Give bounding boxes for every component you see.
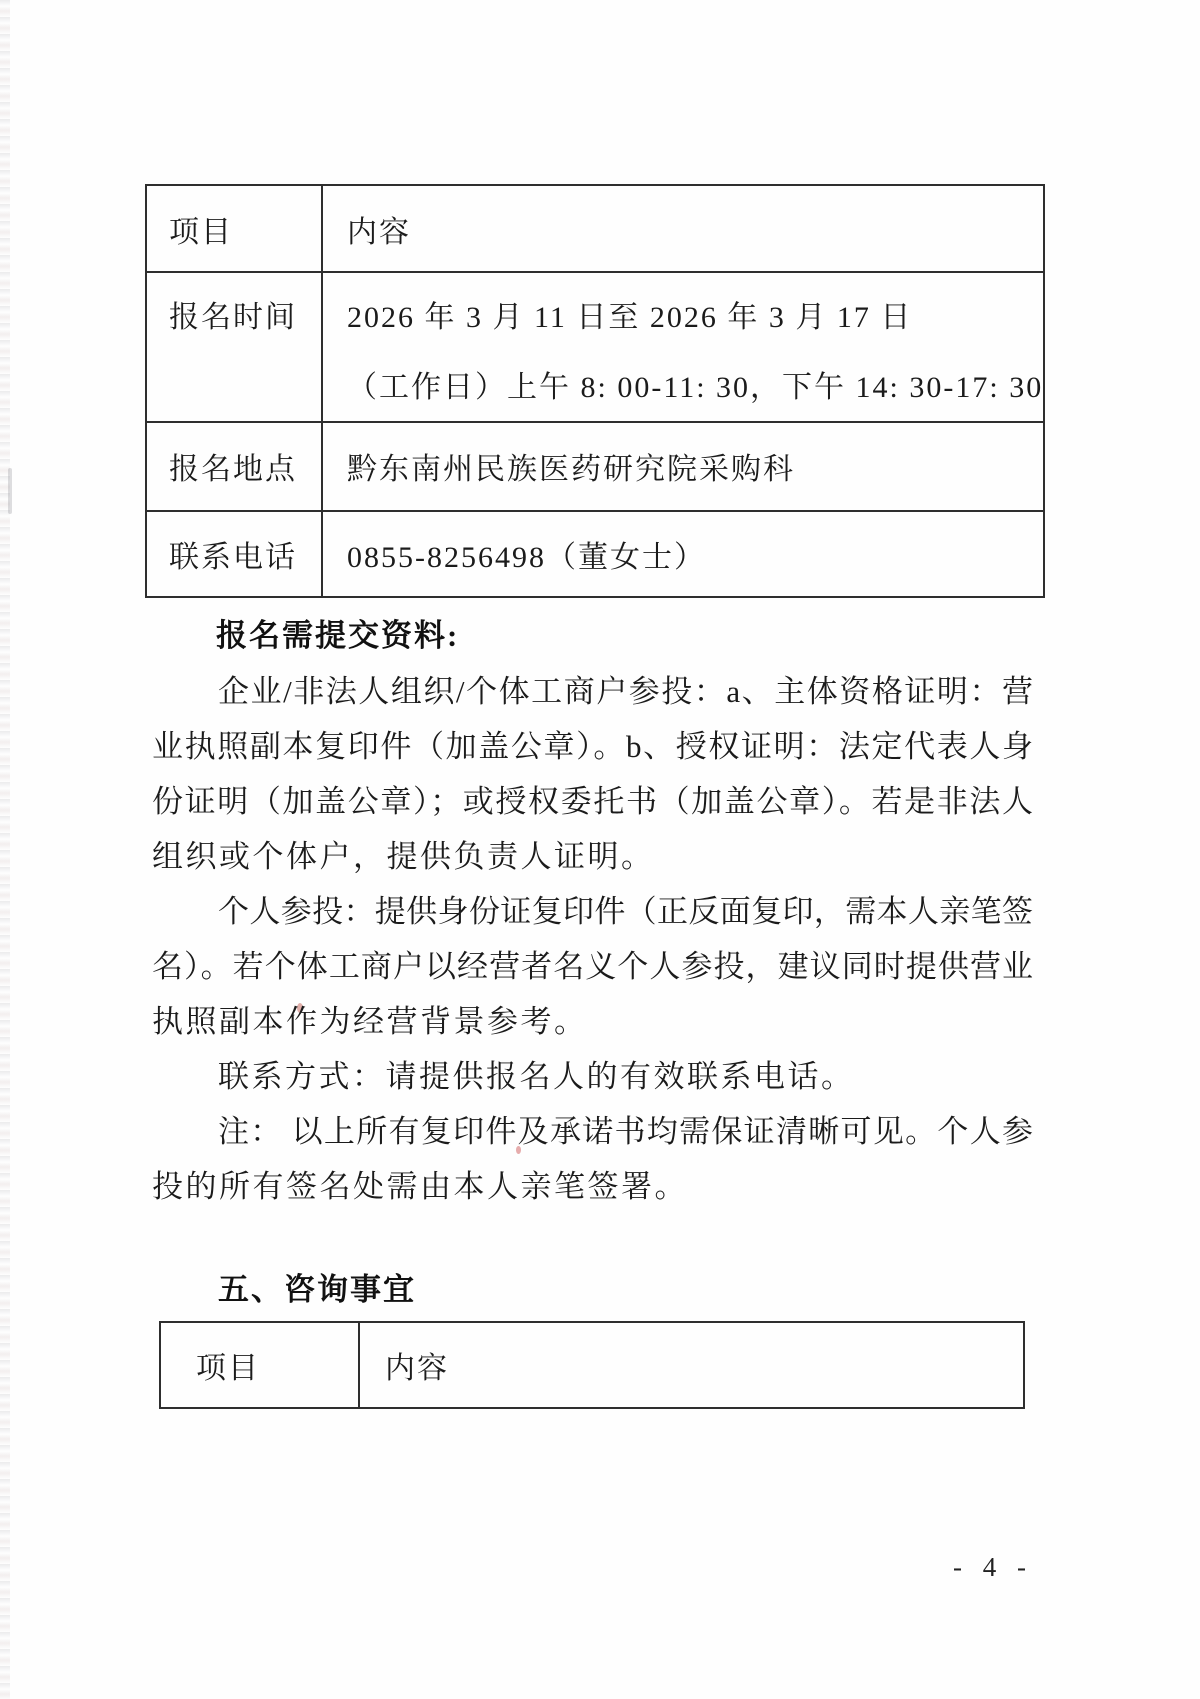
header-content-label: 内容 xyxy=(347,215,411,249)
header-cell-content xyxy=(323,186,1043,271)
header-item-label: 项目 xyxy=(169,215,233,249)
body-line: 名）。若个体工商户以经营者名义个人参投，建议同时提供营业 xyxy=(152,949,1033,984)
signup-place-value: 黔东南州民族医药研究院采购科 xyxy=(347,453,795,487)
row-label: 报名地点 xyxy=(169,453,297,487)
row-label-cell xyxy=(147,273,323,421)
materials-body xyxy=(152,664,1033,1214)
section-five-heading: 五、咨询事宜 xyxy=(218,1272,416,1307)
registration-table xyxy=(145,184,1045,598)
body-line: 个人参投：提供身份证复印件（正反面复印，需本人亲笔签 xyxy=(218,894,1033,929)
row-value-cell xyxy=(323,512,1043,596)
scan-artifact-edge xyxy=(0,0,10,1699)
body-line: 份证明（加盖公章）；或授权委托书（加盖公章）。若是非法人 xyxy=(152,784,1033,819)
body-line: 业执照副本复印件（加盖公章）。b、授权证明：法定代表人身 xyxy=(152,729,1033,764)
header-cell-item xyxy=(147,186,323,271)
table-header-row xyxy=(147,186,1043,271)
row-label: 报名时间 xyxy=(169,301,297,335)
header-cell-item xyxy=(161,1323,360,1407)
row-label: 联系电话 xyxy=(169,540,297,574)
materials-heading: 报名需提交资料: xyxy=(216,618,460,653)
header-item-label: 项目 xyxy=(196,1352,260,1385)
row-label-cell xyxy=(147,512,323,596)
contact-phone-value: 0855-8256498（董女士） xyxy=(347,540,706,574)
table-row-signup-place xyxy=(147,421,1043,509)
table-header-row xyxy=(161,1323,1023,1407)
row-value-cell xyxy=(323,423,1043,509)
body-line: 联系方式：请提供报名人的有效联系电话。 xyxy=(218,1059,855,1094)
signup-time-line2: （工作日）上午 8: 00-11: 30，下午 14: 30-17: 30 xyxy=(347,371,1044,405)
consult-table xyxy=(159,1321,1025,1409)
header-content-label: 内容 xyxy=(385,1352,449,1385)
body-line: 注： 以上所有复印件及承诺书均需保证清晰可见。个人参 xyxy=(218,1114,1033,1149)
row-label-cell xyxy=(147,423,323,509)
signup-time-line1: 2026 年 3 月 11 日至 2026 年 3 月 17 日 xyxy=(347,301,913,335)
body-line: 企业/非法人组织/个体工商户参投：a、主体资格证明：营 xyxy=(218,674,1033,709)
header-cell-content xyxy=(360,1323,1023,1407)
row-value-cell xyxy=(323,273,1043,421)
scan-speck xyxy=(8,468,12,514)
table-row-contact-phone xyxy=(147,510,1043,596)
body-line: 投的所有签名处需由本人亲笔签署。 xyxy=(152,1169,688,1204)
table-row-signup-time xyxy=(147,271,1043,421)
page-number: - 4 - xyxy=(953,1552,1033,1582)
body-line: 执照副本作为经营背景参考。 xyxy=(152,1004,588,1039)
body-line: 组织或个体户，提供负责人证明。 xyxy=(152,839,655,874)
